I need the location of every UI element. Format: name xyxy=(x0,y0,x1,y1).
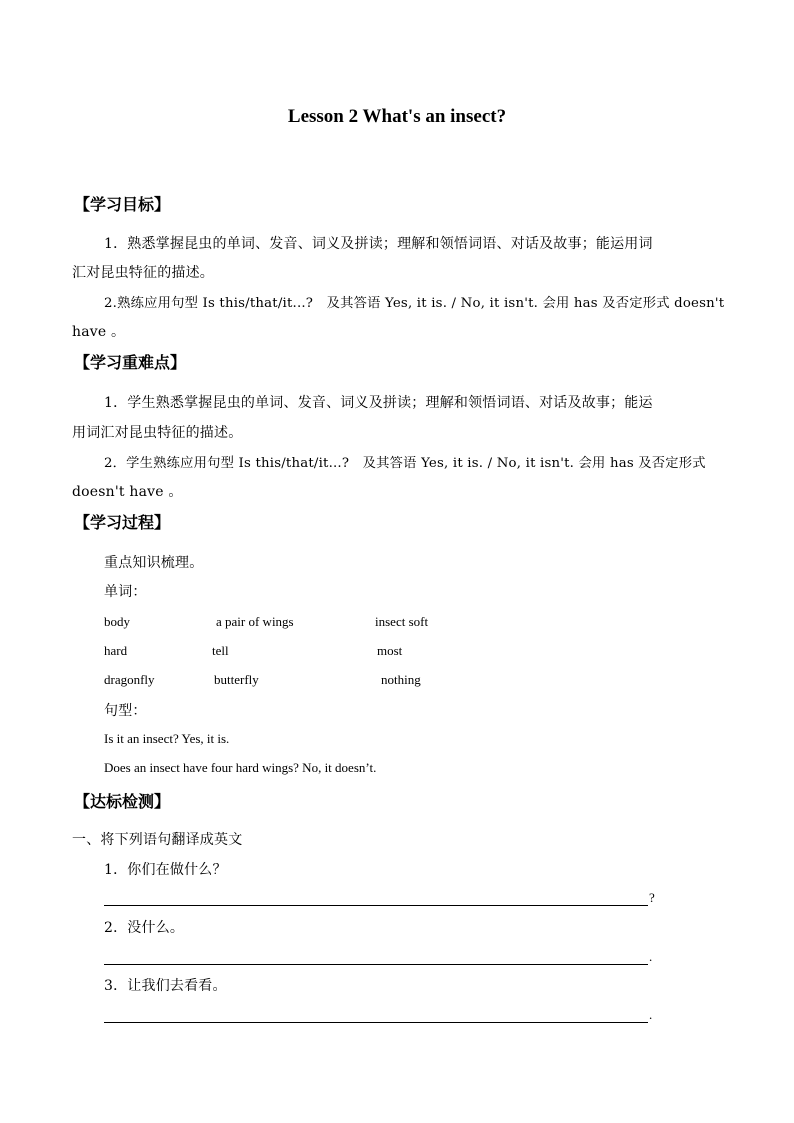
sentence-2: Does an insect have four hard wings? No, it doesn’t. xyxy=(104,760,377,775)
sentence-1: Is it an insect? Yes, it is. xyxy=(104,731,230,746)
goals-paragraph-2-line-2: have 。 xyxy=(72,324,126,340)
answer-line-3[interactable] xyxy=(104,1022,648,1023)
word-most: most xyxy=(377,643,403,658)
question-3: 3．让我们去看看。 xyxy=(104,978,227,994)
word-a-pair-of-wings: a pair of wings xyxy=(216,614,294,629)
key-points-paragraph-2-line-2: doesn't have 。 xyxy=(72,484,183,500)
answer-end-mark-2: . xyxy=(649,949,653,964)
answer-end-mark-3: . xyxy=(649,1007,653,1022)
answer-end-mark-1: ? xyxy=(649,890,655,905)
answer-line-1[interactable] xyxy=(104,905,648,906)
word-nothing: nothing xyxy=(381,672,421,687)
section-heading-key-points: 【学习重难点】 xyxy=(74,353,187,372)
section-heading-test: 【达标检测】 xyxy=(74,792,171,811)
section-heading-process: 【学习过程】 xyxy=(74,513,171,532)
key-points-paragraph-1-line-1: 1．学生熟悉掌握昆虫的单词、发音、词义及拼读；理解和领悟词语、对话及故事；能运 xyxy=(104,395,653,411)
word-dragonfly: dragonfly xyxy=(104,672,155,687)
key-points-paragraph-1-line-2: 用词汇对昆虫特征的描述。 xyxy=(72,425,243,441)
word-tell: tell xyxy=(212,643,229,658)
question-1: 1．你们在做什么？ xyxy=(104,862,227,878)
goals-paragraph-2-line-1: 2.熟练应用句型 Is this/that/it...? 及其答语 Yes, it is. / No, it isn't. 会用 has 及否定形式 doesn't xyxy=(104,296,725,311)
test-part-1-title: 一、将下列语句翻译成英文 xyxy=(72,832,243,848)
answer-line-2[interactable] xyxy=(104,964,648,965)
words-label: 单词： xyxy=(104,584,147,600)
goals-paragraph-1-line-1: 1．熟悉掌握昆虫的单词、发音、词义及拼读；理解和领悟词语、对话及故事；能运用词 xyxy=(104,236,653,252)
word-body: body xyxy=(104,614,130,629)
word-butterfly: butterfly xyxy=(214,672,259,687)
sentences-label: 句型： xyxy=(104,703,147,719)
key-points-paragraph-2-line-1: 2．学生熟练应用句型 Is this/that/it...? 及其答语 Yes, it is. / No, it isn't. 会用 has 及否定形式 xyxy=(104,456,706,471)
question-2: 2．没什么。 xyxy=(104,920,185,936)
process-intro: 重点知识梳理。 xyxy=(104,555,204,571)
word-hard: hard xyxy=(104,643,128,658)
word-insect-soft: insect soft xyxy=(375,614,429,629)
page-title: Lesson 2 What's an insect? xyxy=(287,106,507,127)
section-heading-goals: 【学习目标】 xyxy=(74,195,171,214)
goals-paragraph-1-line-2: 汇对昆虫特征的描述。 xyxy=(72,265,214,281)
